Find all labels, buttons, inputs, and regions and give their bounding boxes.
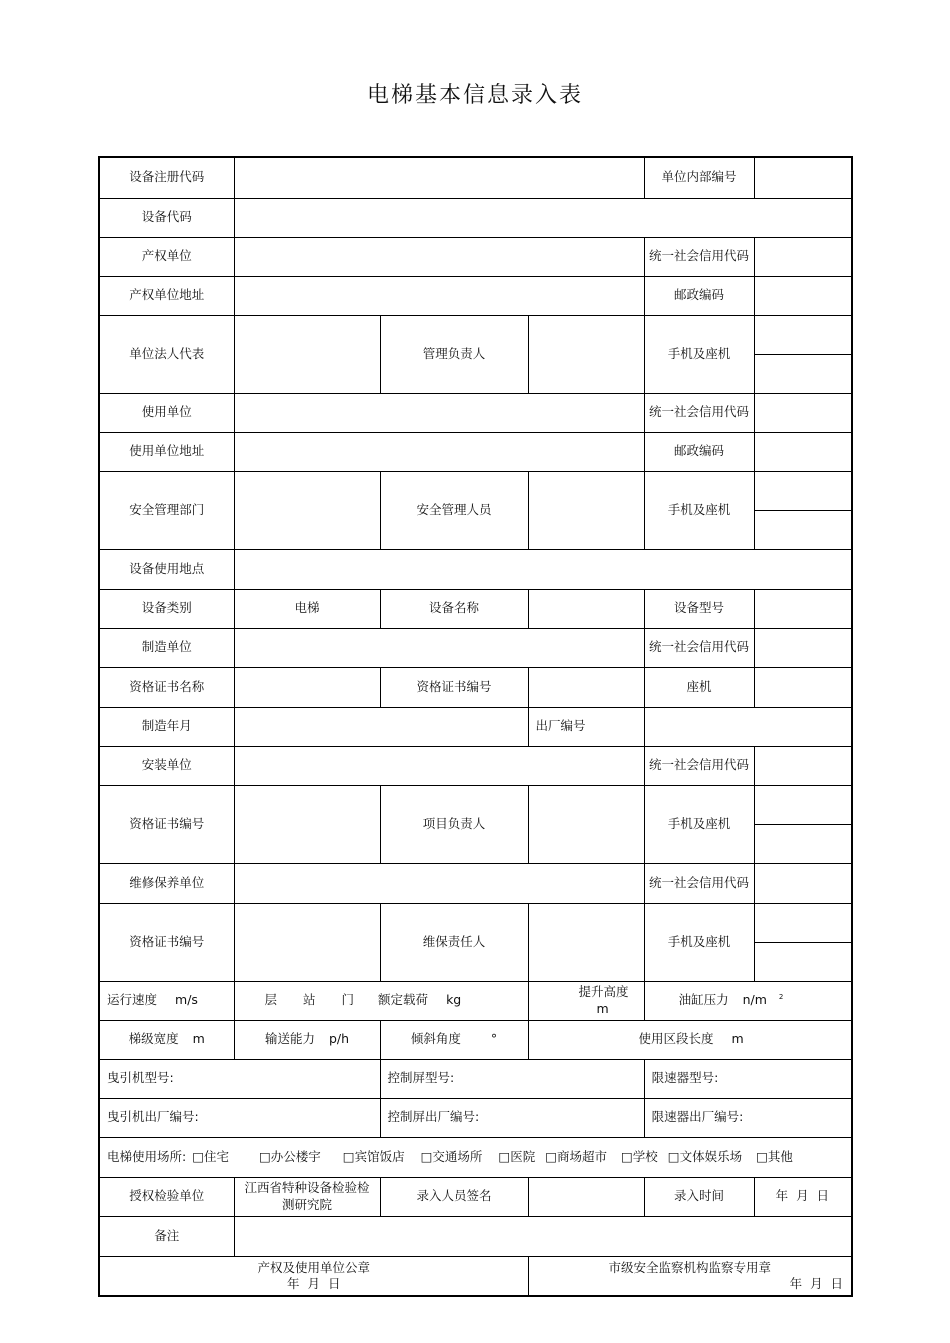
input-maint-cert[interactable] xyxy=(234,903,380,981)
label-legal-rep: 单位法人代表 xyxy=(99,315,234,393)
seal-supervision[interactable] xyxy=(528,1256,852,1296)
label-use-phone: 手机及座机 xyxy=(644,471,754,549)
page-title: 电梯基本信息录入表 xyxy=(366,83,583,108)
label-category: 设备类别 xyxy=(99,589,234,628)
field-governor-model[interactable]: 限速器型号: xyxy=(644,1059,852,1098)
input-remark[interactable] xyxy=(234,1216,852,1256)
label-safety-person: 安全管理人员 xyxy=(380,471,528,549)
input-use-mobile[interactable] xyxy=(754,471,852,510)
label-mfr-date: 制造年月 xyxy=(99,707,234,746)
label-safety-dept: 安全管理部门 xyxy=(99,471,234,549)
input-owner-landline[interactable] xyxy=(754,354,852,393)
input-install-landline[interactable] xyxy=(754,824,852,863)
input-use-postcode[interactable] xyxy=(754,432,852,471)
label-mfr-unit: 制造单位 xyxy=(99,628,234,667)
label-equip-model: 设备型号 xyxy=(644,589,754,628)
venue-option-school[interactable]: □学校 xyxy=(620,1148,658,1164)
label-internal-no: 单位内部编号 xyxy=(644,157,754,198)
seal-supervision-label: 市级安全监察机构监察专用章 xyxy=(608,1259,772,1275)
input-install-credit[interactable] xyxy=(754,746,852,785)
label-auth-unit: 授权检验单位 xyxy=(99,1177,234,1216)
venue-option-office[interactable]: □办公楼宇 xyxy=(259,1148,321,1164)
label-use-addr: 使用单位地址 xyxy=(99,432,234,471)
input-safety-person[interactable] xyxy=(528,471,644,549)
input-equip-code[interactable] xyxy=(234,198,852,237)
input-mfr-date[interactable] xyxy=(234,707,528,746)
label-owner-phone: 手机及座机 xyxy=(644,315,754,393)
venue-option-hospital[interactable]: □医院 xyxy=(498,1148,536,1164)
input-install-cert[interactable] xyxy=(234,785,380,863)
input-equip-model[interactable] xyxy=(754,589,852,628)
label-manager: 管理负责人 xyxy=(380,315,528,393)
field-traction-serial[interactable]: 曳引机出厂编号: xyxy=(99,1098,380,1137)
label-entry-sign: 录入人员签名 xyxy=(380,1177,528,1216)
label-use-postcode: 邮政编码 xyxy=(644,432,754,471)
value-auth-unit: 江西省特种设备检验检测研究院 xyxy=(234,1177,380,1216)
input-mfr-landline[interactable] xyxy=(754,667,852,707)
input-reg-code[interactable] xyxy=(234,157,644,198)
label-mfr-cert-name: 资格证书名称 xyxy=(99,667,234,707)
seal-supervision-date: 年 月 日 xyxy=(789,1276,844,1292)
label-mfr-serial: 出厂编号 xyxy=(528,707,644,746)
input-install-unit[interactable] xyxy=(234,746,644,785)
input-maint-landline[interactable] xyxy=(754,942,852,981)
input-location[interactable] xyxy=(234,549,852,589)
elevator-info-form xyxy=(98,156,853,1297)
label-maint-credit: 统一社会信用代码 xyxy=(644,863,754,903)
input-owner-mobile[interactable] xyxy=(754,315,852,354)
input-maint-credit[interactable] xyxy=(754,863,852,903)
venue-option-mall[interactable]: □商场超市 xyxy=(545,1148,607,1164)
venue-option-residence[interactable]: □住宅 xyxy=(192,1148,230,1164)
venue-option-transport[interactable]: □交通场所 xyxy=(420,1148,483,1164)
label-install-unit: 安装单位 xyxy=(99,746,234,785)
input-owner-unit[interactable] xyxy=(234,237,644,276)
input-install-mobile[interactable] xyxy=(754,785,852,824)
input-use-landline[interactable] xyxy=(754,510,852,549)
seal-owner-user-date: 年 月 日 xyxy=(287,1276,341,1292)
label-mfr-landline: 座机 xyxy=(644,667,754,707)
field-height[interactable]: 提升高度m xyxy=(528,981,644,1020)
input-maint-unit[interactable] xyxy=(234,863,644,903)
venue-label: 电梯使用场所: xyxy=(107,1148,187,1164)
input-entry-time[interactable]: 年 月 日 xyxy=(754,1177,852,1216)
label-location: 设备使用地点 xyxy=(99,549,234,589)
input-internal-no[interactable] xyxy=(754,157,852,198)
input-maint-person[interactable] xyxy=(528,903,644,981)
label-remark: 备注 xyxy=(99,1216,234,1256)
field-traction-model[interactable]: 曳引机型号: xyxy=(99,1059,380,1098)
input-use-credit[interactable] xyxy=(754,393,852,432)
input-mfr-credit[interactable] xyxy=(754,628,852,667)
input-owner-credit[interactable] xyxy=(754,237,852,276)
field-step-width[interactable]: 梯级宽度 m xyxy=(99,1020,234,1059)
input-entry-sign[interactable] xyxy=(528,1177,644,1216)
label-use-credit: 统一社会信用代码 xyxy=(644,393,754,432)
input-legal-rep[interactable] xyxy=(234,315,380,393)
label-use-unit: 使用单位 xyxy=(99,393,234,432)
field-capacity[interactable]: 输送能力 p/h xyxy=(234,1020,380,1059)
venue-option-other[interactable]: □其他 xyxy=(756,1148,793,1164)
field-section-length[interactable]: 使用区段长度 m xyxy=(528,1020,852,1059)
input-owner-postcode[interactable] xyxy=(754,276,852,315)
label-maint-phone: 手机及座机 xyxy=(644,903,754,981)
label-maint-cert: 资格证书编号 xyxy=(99,903,234,981)
input-equip-name[interactable] xyxy=(528,589,644,628)
input-mfr-cert-no[interactable] xyxy=(528,667,644,707)
label-equip-name: 设备名称 xyxy=(380,589,528,628)
label-maint-unit: 维修保养单位 xyxy=(99,863,234,903)
seal-owner-user-label: 产权及使用单位公章 xyxy=(257,1259,370,1275)
venue-option-entertainment[interactable]: □文体娱乐场 xyxy=(667,1148,743,1164)
input-mfr-cert-name[interactable] xyxy=(234,667,380,707)
value-category: 电梯 xyxy=(234,589,380,628)
field-floors[interactable]: 层 站 门 额定载荷 kg xyxy=(234,981,528,1020)
field-control-serial[interactable]: 控制屏出厂编号: xyxy=(380,1098,644,1137)
input-mfr-unit[interactable] xyxy=(234,628,644,667)
venue-row xyxy=(99,1137,852,1177)
label-mfr-credit: 统一社会信用代码 xyxy=(644,628,754,667)
input-use-unit[interactable] xyxy=(234,393,644,432)
label-install-credit: 统一社会信用代码 xyxy=(644,746,754,785)
label-install-phone: 手机及座机 xyxy=(644,785,754,863)
field-governor-serial[interactable]: 限速器出厂编号: xyxy=(644,1098,852,1137)
field-angle[interactable]: 倾斜角度 ° xyxy=(380,1020,528,1059)
label-owner-addr: 产权单位地址 xyxy=(99,276,234,315)
label-mfr-cert-no: 资格证书编号 xyxy=(380,667,528,707)
field-control-model[interactable]: 控制屏型号: xyxy=(380,1059,644,1098)
input-mfr-serial[interactable] xyxy=(644,707,852,746)
label-project-lead: 项目负责人 xyxy=(380,785,528,863)
label-reg-code: 设备注册代码 xyxy=(99,157,234,198)
venue-option-hotel[interactable]: □宾馆饭店 xyxy=(342,1148,405,1164)
label-owner-credit: 统一社会信用代码 xyxy=(644,237,754,276)
input-manager[interactable] xyxy=(528,315,644,393)
input-safety-dept[interactable] xyxy=(234,471,380,549)
field-speed[interactable]: 运行速度 m/s xyxy=(99,981,234,1020)
input-use-addr[interactable] xyxy=(234,432,644,471)
label-install-cert: 资格证书编号 xyxy=(99,785,234,863)
input-maint-mobile[interactable] xyxy=(754,903,852,942)
input-project-lead[interactable] xyxy=(528,785,644,863)
field-oil-pressure[interactable]: 油缸压力 n/m $^2$ xyxy=(644,981,852,1020)
label-equip-code: 设备代码 xyxy=(99,198,234,237)
label-owner-postcode: 邮政编码 xyxy=(644,276,754,315)
label-maint-person: 维保责任人 xyxy=(380,903,528,981)
seal-owner-user[interactable] xyxy=(99,1256,528,1296)
label-owner-unit: 产权单位 xyxy=(99,237,234,276)
input-owner-addr[interactable] xyxy=(234,276,644,315)
label-entry-time: 录入时间 xyxy=(644,1177,754,1216)
